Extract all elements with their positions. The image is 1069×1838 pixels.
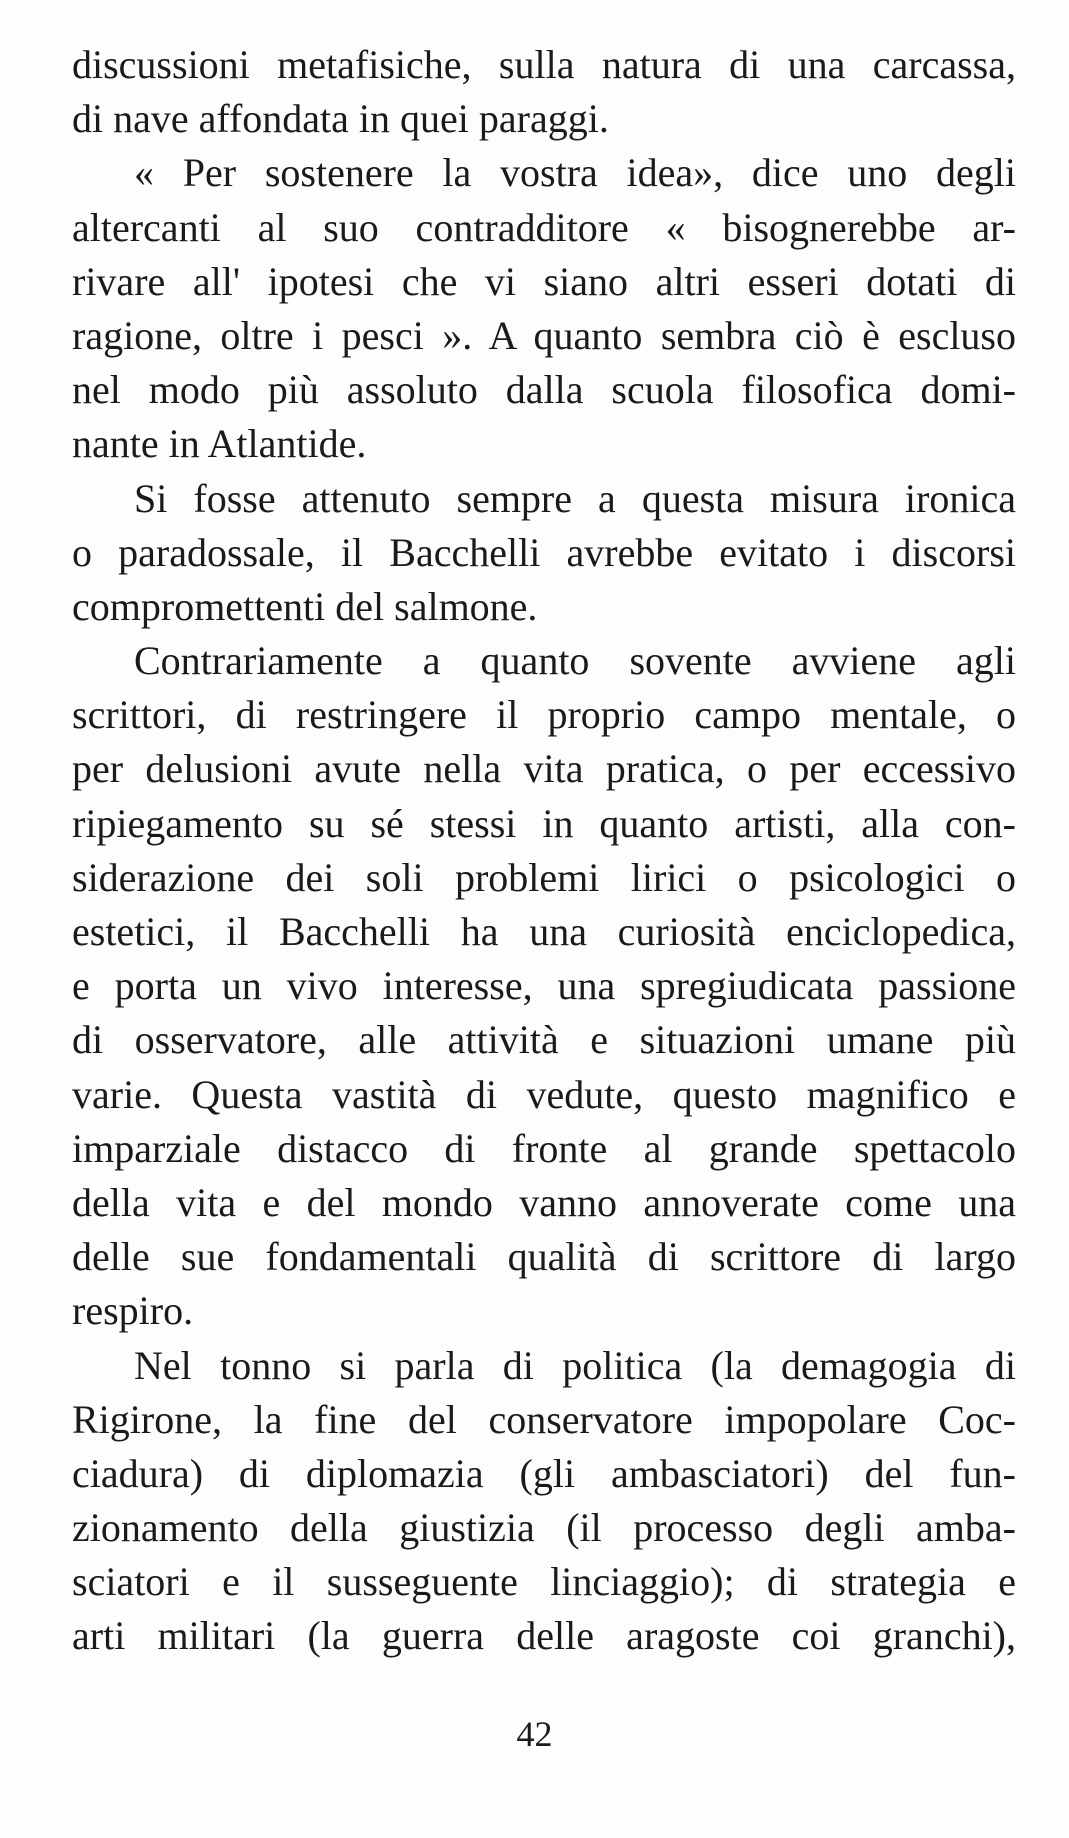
text-line: imparziale distacco di fronte al grande spettacolo	[72, 1125, 1016, 1171]
text-line: arti militari (la guerra delle aragoste coi granchi),	[72, 1613, 1016, 1659]
text-line: scrittori, di restringere il proprio campo mentale, o	[72, 692, 1016, 738]
text-line: ripiegamento su sé stessi in quanto artisti, alla con-	[72, 800, 1016, 846]
text-line: varie. Questa vastità di vedute, questo magnifico e	[72, 1071, 1016, 1117]
text-line: Rigirone, la fine del conservatore impopolare Coc-	[72, 1396, 1016, 1442]
text-line: ciadura) di diplomazia (gli ambasciatori) del fun-	[72, 1450, 1016, 1496]
text-line: « Per sostenere la vostra idea», dice uno degli	[134, 150, 1016, 196]
paragraph	[72, 1339, 1016, 1664]
text-line: rivare all' ipotesi che vi siano altri esseri dotati di	[72, 258, 1016, 304]
page-number: 42	[516, 1714, 553, 1754]
text-line: altercanti al suo contradditore « bisognerebbe ar-	[72, 204, 1016, 250]
paragraph	[72, 38, 1016, 146]
text-line: o paradossale, il Bacchelli avrebbe evitato i discorsi	[72, 529, 1016, 575]
text-line: estetici, il Bacchelli ha una curiosità enciclopedica,	[72, 909, 1016, 954]
text-line: respiro.	[72, 1288, 194, 1334]
text-line: compromettenti del salmone.	[72, 583, 538, 629]
paragraph	[72, 634, 1016, 1338]
text-line: delle sue fondamentali qualità di scrittore di largo	[72, 1234, 1016, 1280]
text-line: Contrariamente a quanto sovente avviene agli	[134, 638, 1016, 684]
paragraph	[72, 472, 1016, 635]
text-line: di osservatore, alle attività e situazioni umane più	[72, 1017, 1016, 1063]
page-body-text	[72, 38, 1016, 1664]
text-line: Nel tonno si parla di politica (la demagogia di	[134, 1342, 1016, 1388]
text-line: siderazione dei soli problemi lirici o psicologici o	[72, 854, 1016, 900]
text-line: nel modo più assoluto dalla scuola filosofica domi-	[72, 367, 1016, 413]
text-line: e porta un vivo interesse, una spregiudicata passione	[72, 963, 1016, 1009]
text-line: discussioni metafisiche, sulla natura di una carcassa,	[72, 42, 1016, 87]
text-line: della vita e del mondo vanno annoverate come una	[72, 1179, 1016, 1225]
text-line: sciatori e il susseguente linciaggio); di strategia e	[72, 1559, 1016, 1605]
text-line: per delusioni avute nella vita pratica, o per eccessivo	[72, 746, 1016, 792]
text-line: zionamento della giustizia (il processo degli amba-	[72, 1505, 1016, 1551]
text-line: nante in Atlantide.	[72, 421, 367, 467]
text-line: di nave affondata in quei paraggi.	[72, 96, 609, 142]
paragraph	[72, 146, 1016, 471]
text-line: Si fosse attenuto sempre a questa misura ironica	[134, 475, 1016, 521]
text-line: ragione, oltre i pesci ». A quanto sembra ciò è escluso	[72, 312, 1016, 358]
